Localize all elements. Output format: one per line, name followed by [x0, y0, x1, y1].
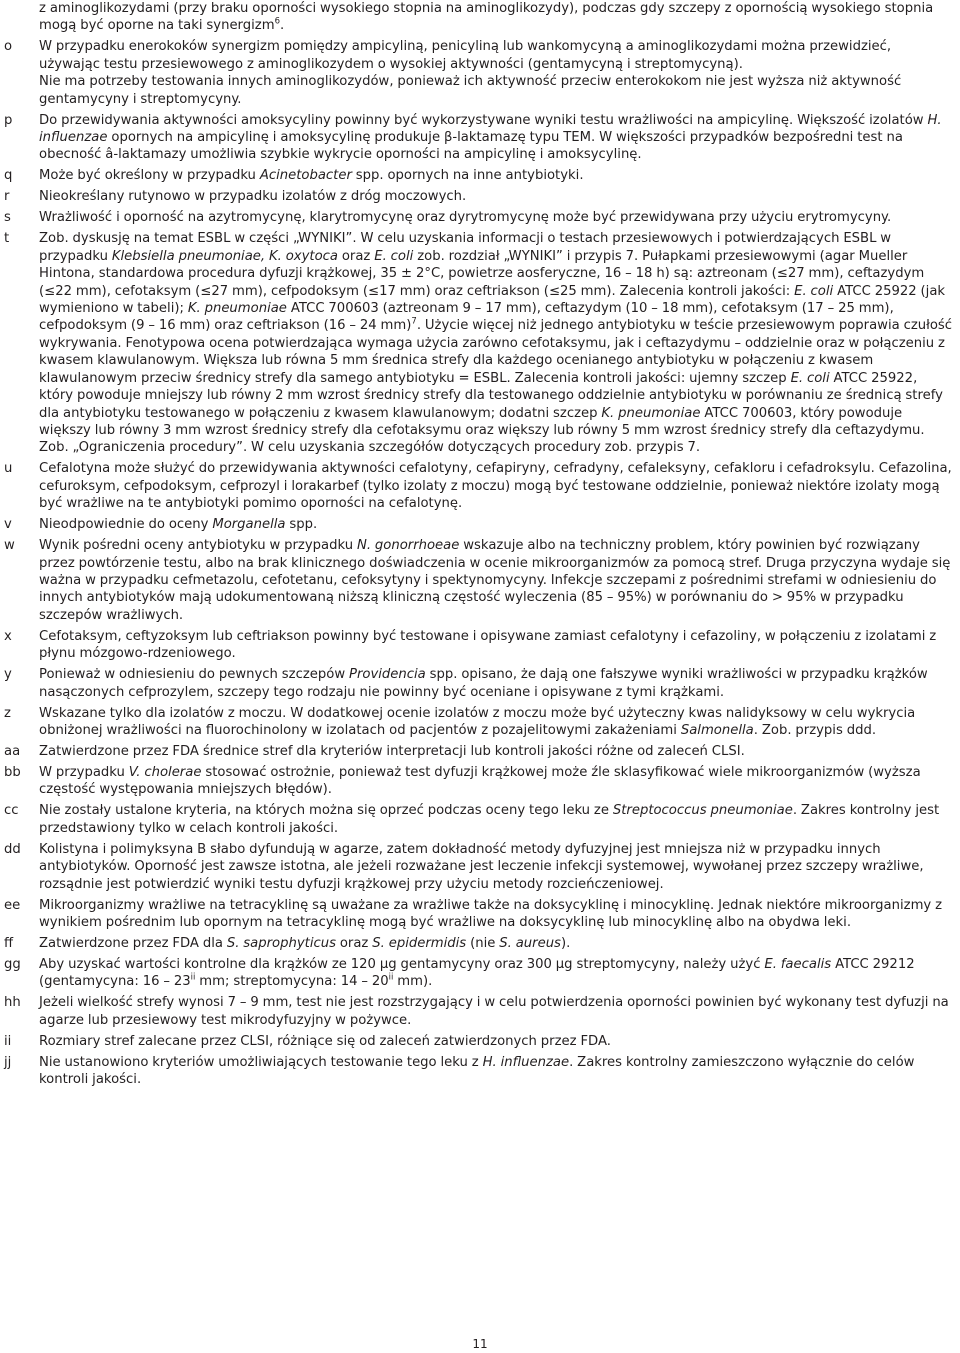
italic-term: H. influenzae	[482, 1054, 570, 1070]
footnote-item	[4, 705, 954, 740]
text-run: Zob. dyskusję na temat ESBL w części „WYNIKI”. W celu uzyskania informacji o testach przesiewowych i potwierdzających ESBL w przypadku	[39, 231, 892, 264]
text-run: Nieokreślany rutynowo w przypadku izolatów z dróg moczowych.	[39, 189, 467, 205]
footnote-item	[4, 897, 954, 932]
footnote-marker: w	[4, 538, 15, 554]
footnote-marker: y	[4, 667, 12, 683]
italic-term: S. aureus	[499, 936, 561, 951]
footnote-text	[39, 167, 954, 184]
text-run: mm; streptomycyna: 14 – 20	[195, 974, 389, 990]
footnote-marker: dd	[4, 841, 21, 857]
text-run: . Zob. przypis ddd.	[753, 722, 877, 738]
italic-term: Klebsiella pneumoniae, K. oxytoca	[111, 248, 338, 264]
italic-term: E. coli	[790, 370, 830, 386]
text-run: Do przewidywania aktywności amoksycyliny powinny być wykorzystywane wyniki testu wrażliwości na ampicylinę. Większość izolatów	[39, 112, 928, 128]
italic-term: K. pneumoniae	[187, 301, 287, 317]
footnote-text	[39, 188, 954, 205]
footnote-paragraph	[39, 537, 954, 624]
footnote-paragraph	[39, 764, 954, 799]
footnote-item	[4, 764, 954, 799]
footnote-paragraph	[39, 188, 954, 205]
footnote-paragraph	[39, 935, 954, 952]
footnote-item	[4, 628, 954, 663]
text-run: W przypadku	[39, 764, 129, 780]
text-run: .	[279, 18, 285, 34]
text-run: oraz	[337, 248, 375, 264]
footnote-marker: s	[4, 210, 11, 226]
footnote-paragraph	[39, 38, 954, 73]
footnote-marker: u	[4, 461, 13, 477]
footnote-item	[4, 956, 954, 991]
text-run: Wrażliwość i oporność na azytromycynę, klarytromycynę oraz dyrytromycynę może być przewidywana przy użyciu erytromycyny.	[39, 210, 892, 226]
footnote-marker: v	[4, 517, 12, 533]
footnote-item	[4, 666, 954, 701]
footnote-text	[39, 112, 954, 164]
footnote-marker: o	[4, 39, 13, 55]
text-run: zob. rozdział „WYNIKI” i przypis 7. Pułapkami przesiewowymi (agar Mueller Hintona, standardowa procedura dyfuzji krążkowej, 35 ± 2°C, powietrze aosferyczne, 16 – 18 h) są: aztreonam (≤27 mm), ceftazydym (≤22 mm), cefotaksym (≤27 mm), cefpodoksym (≤17 mm) oraz ceftriakson (≤25 mm). Zalecenia kontroli jakości:	[39, 248, 925, 299]
text-run: . Użycie więcej niż jednego antybiotyku w teście przesiewowym poprawia czułość wykrywania. Fenotypowa ocena potwierdzająca wymaga użycia zarówno cefotaksymu, jak i ceftazydymu – oddzielnie oraz w połączeniu z kwasem klawulanowym. Większa lub równa 5 mm średnica strefy dla każdego ocenianego antybiotyku w połączeniu z kwasem klawulanowym przeciw średnicy strefy dla samego antybiotyku = ESBL. Zalecenia kontroli jakości: ujemny szczep	[39, 318, 953, 386]
footnote-text	[39, 743, 954, 760]
footnote-paragraph	[39, 460, 954, 512]
italic-term: Streptococcus pneumoniae	[612, 803, 793, 819]
footnote-paragraph	[39, 841, 954, 893]
page-number: 11	[472, 1337, 488, 1351]
text-run: Nie ustanowiono kryteriów umożliwiających testowanie tego leku z	[39, 1054, 483, 1070]
text-run: . Zakres kontrolny jest przedstawiony tylko w celach kontroli jakości.	[39, 803, 940, 836]
footnote-list	[4, 0, 954, 1092]
italic-term: N. gonorrhoeae	[356, 538, 460, 554]
footnote-text	[39, 628, 954, 663]
footnote-text	[39, 460, 954, 512]
text-run: Wskazane tylko dla izolatów z moczu. W dodatkowej ocenie izolatów z moczu może być użyteczny kwas nalidyksowy w celu wykrycia obniżonej wrażliwości na fluorochinolony w izolatach od pacjentów z pozajelitowymi zakażeniami	[39, 705, 916, 738]
footnote-marker: r	[4, 189, 10, 205]
italic-term: H. influenzae	[39, 112, 942, 146]
footnote-item	[4, 1054, 954, 1089]
footnote-item	[4, 516, 954, 533]
footnote-paragraph	[39, 516, 954, 533]
italic-term: V. cholerae	[128, 764, 202, 780]
footnote-paragraph	[39, 0, 954, 35]
footnote-paragraph	[39, 167, 954, 184]
footnote-text	[39, 209, 954, 226]
footnote-paragraph	[39, 628, 954, 663]
footnote-marker: q	[4, 168, 13, 184]
footnote-item	[4, 841, 954, 893]
italic-term: Salmonella	[680, 722, 754, 738]
footnote-text	[39, 956, 954, 991]
footnote-item	[4, 802, 954, 837]
text-run: Zatwierdzone przez FDA średnice stref dla kryteriów interpretacji lub kontroli jakości różne od zaleceń CLSI.	[39, 743, 745, 759]
footnote-item	[4, 994, 954, 1029]
footnote-marker: ii	[4, 1033, 12, 1049]
footnote-text	[39, 38, 954, 108]
italic-term: Providencia	[349, 667, 426, 683]
text-run: Nieodpowiednie do oceny	[39, 517, 213, 533]
text-run: W przypadku enerokoków synergizm pomiędzy ampicyliną, penicyliną lub wankomycyną a aminoglikozydami można przewidzieć, używając testu przesiewowego z aminoglikozydem o wysokiej aktywności (gentamycyną i streptomycyną).	[39, 39, 892, 72]
footnote-text	[39, 802, 954, 837]
text-run: oraz	[335, 936, 373, 951]
footnote-paragraph	[39, 1054, 954, 1089]
footnote-paragraph	[39, 73, 954, 108]
footnote-item	[4, 743, 954, 760]
footnote-item	[4, 209, 954, 226]
text-run: Cefotaksym, ceftyzoksym lub ceftriakson powinny być testowane i opisywane zamiast cefalotyny i cefazoliny, w połączeniu z izolatami z płynu mózgowo-rdzeniowego.	[39, 628, 937, 662]
footnote-text	[39, 1033, 954, 1050]
text-run: . Zakres kontrolny zamieszczono wyłącznie do celów kontroli jakości.	[39, 1054, 915, 1088]
footnote-marker: x	[4, 628, 12, 644]
footnote-text	[39, 897, 954, 932]
text-run: z aminoglikozydami (przy braku oporności wysokiego stopnia na aminoglikozydy), podczas gdy szczepy z opornością wysokiego stopnia mogą być oporne na taki synergizm	[39, 1, 934, 34]
text-run: ATCC 700603, który powoduje większy lub równy 3 mm wzrost średnicy strefy dla cefotaksymu oraz większy lub równy 5 mm wzrost średnicy strefy dla ceftazydymu. Zob. „Ograniczenia procedury”. W celu uzyskania szczegółów dotyczących procedury zob. przypis 7.	[39, 405, 925, 456]
footnote-reference: ii	[388, 973, 394, 984]
text-run: Cefalotyna może służyć do przewidywania aktywności cefalotyny, cefapiryny, cefradyny, cefaleksyny, cefakloru i cefadroksylu. Cefazolina, cefuroksym, cefpodoksym, cefprozyl i lorakarbef (tylko izolaty z moczu) mogą być testowane oddzielnie, ponieważ niektóre izolaty mogą być wrażliwe na te antybiotyki pomimo oporności na cefalotynę.	[39, 461, 952, 512]
footnote-paragraph	[39, 209, 954, 226]
footnote-item	[4, 230, 954, 456]
footnote-paragraph	[39, 743, 954, 760]
italic-term: Acinetobacter	[259, 168, 352, 184]
text-run: (nie	[466, 936, 500, 951]
footnote-text	[39, 935, 954, 952]
text-run: Zatwierdzone przez FDA dla	[39, 936, 227, 951]
footnote-text	[39, 841, 954, 893]
footnote-marker: hh	[4, 995, 21, 1011]
text-run: ATCC 700603 (aztreonam 9 – 17 mm), ceftazydym (10 – 18 mm), cefotaksym (17 – 25 mm), cefpodoksym (9 – 16 mm) oraz ceftriakson (16 – 24 mm)	[39, 301, 894, 334]
footnote-marker: p	[4, 112, 13, 128]
footnote-paragraph	[39, 112, 954, 164]
text-run: opornych na ampicylinę i amoksycylinę produkuje β-laktamazę typu TEM. W większości przypadków bezpośredni test na obecność â-laktamazy umożliwia szybkie wykrycie oporności na ampicylinę i amoksycylinę.	[39, 130, 903, 163]
italic-term: Morganella	[212, 517, 286, 533]
footnote-item	[4, 537, 954, 624]
footnote-paragraph	[39, 1033, 954, 1050]
text-run: ATCC 25922 (jak wymieniono w tabeli);	[39, 283, 946, 317]
italic-term: E. coli	[374, 248, 414, 264]
footnote-marker: jj	[4, 1054, 12, 1070]
italic-term: K. pneumoniae	[601, 405, 701, 421]
text-run: Ponieważ w odniesieniu do pewnych szczepów	[39, 667, 349, 683]
footnote-paragraph	[39, 230, 954, 456]
footnote-reference: ii	[190, 973, 196, 984]
text-run: spp. opornych na inne antybiotyki.	[351, 168, 584, 184]
footnote-marker: bb	[4, 764, 21, 780]
italic-term: S. saprophyticus	[226, 936, 336, 951]
footnote-marker: t	[4, 231, 10, 247]
text-run: Jeżeli wielkość strefy wynosi 7 – 9 mm, test nie jest rozstrzygający i w celu potwierdzenia oporności powinien być wykonany test dyfuzji na agarze lub przesiewowy test mikrodyfuzyjny w pożywce.	[39, 995, 949, 1028]
footnote-paragraph	[39, 994, 954, 1029]
footnote-item	[4, 38, 954, 108]
footnote-marker: ff	[4, 936, 14, 951]
text-run: Nie ma potrzeby testowania innych aminoglikozydów, ponieważ ich aktywność przeciw enterokokom nie jest wyższa niż aktywność gentamycyny i streptomycyny.	[39, 74, 902, 107]
footnote-text	[39, 994, 954, 1029]
footnote-text	[39, 516, 954, 533]
text-run: Nie zostały ustalone kryteria, na których można się oprzeć podczas oceny tego leku ze	[39, 803, 613, 819]
footnote-item	[4, 112, 954, 164]
text-run: wskazuje albo na techniczny problem, który powinien być rozwiązany przez powtórzenie testu, albo na brak klinicznego doświadczenia w ocenie mikroorganizmów za pomocą stref. Druga przyczyna wydaje się ważna w przypadku cefmetazolu, cefotetanu, cefoksytyny i spektynomycyny. Infekcje szczepami z pośrednimi strefami w odniesieniu do innych antybiotyków mają udokumentowaną niższą kliniczną częstość wyleczenia (85 – 95%) w porównaniu do > 95% w przypadku szczepów wrażliwych.	[39, 538, 951, 623]
footnote-paragraph	[39, 802, 954, 837]
footnote-marker: gg	[4, 957, 21, 972]
footnote-text	[39, 537, 954, 624]
footnote-text	[39, 1054, 954, 1089]
footnote-marker: z	[4, 705, 11, 721]
text-run: Wynik pośredni oceny antybiotyku w przypadku	[39, 538, 357, 554]
footnote-paragraph	[39, 666, 954, 701]
text-run: Aby uzyskać wartości kontrolne dla krążków ze 120 µg gentamycyny oraz 300 µg streptomycyny, należy użyć	[39, 957, 765, 972]
footnote-paragraph	[39, 897, 954, 932]
footnote-reference: 7	[411, 317, 417, 328]
footnote-marker: cc	[4, 803, 19, 819]
footnote-text	[39, 230, 954, 456]
footnote-item	[4, 1033, 954, 1050]
italic-term: E. coli	[794, 283, 834, 299]
footnote-marker: ee	[4, 897, 21, 913]
text-run: Może być określony w przypadku	[39, 168, 260, 184]
text-run: ATCC 25922, który powoduje mniejszy lub równy 2 mm wzrost średnicy strefy dla testowanego oddzielnie antybiotyku w porównaniu ze średnicą strefy dla antybiotyku testowanego w połączeniu z kwasem klawulanowym; dodatni szczep	[39, 370, 943, 421]
footnote-item	[4, 167, 954, 184]
footnote-item	[4, 460, 954, 512]
text-run: Mikroorganizmy wrażliwe na tetracyklinę są uważane za wrażliwe także na doksycyklinę i minocyklinę. Jednak niektóre mikroorganizmy z wynikiem pośrednim lub opornym na tetracyklinę mogą być wrażliwe na doksycyklinę lub minocyklinę albo na obydwa leki.	[39, 897, 943, 930]
footnote-text	[39, 666, 954, 701]
footnote-item	[4, 188, 954, 205]
text-run: ATCC 29212 (gentamycyna: 16 – 23	[39, 957, 915, 990]
text-run: mm).	[393, 974, 433, 990]
footnote-marker: aa	[4, 743, 21, 759]
footnote-reference: 6	[274, 17, 280, 28]
footnote-text	[39, 705, 954, 740]
italic-term: S. epidermidis	[372, 936, 467, 951]
text-run: Rozmiary stref zalecane przez CLSI, różniące się od zaleceń zatwierdzonych przez FDA.	[39, 1033, 611, 1049]
text-run: spp.	[285, 517, 318, 533]
italic-term: E. faecalis	[764, 957, 832, 972]
footnote-item	[4, 0, 954, 35]
footnote-text	[39, 0, 954, 35]
footnote-item	[4, 935, 954, 952]
text-run: spp. opisano, że dają one fałszywe wyniki wrażliwości w przypadku krążków nasączonych cefprozylem, szczepy tego rodzaju nie powinny być oceniane i opisywane z tymi krążkami.	[39, 667, 928, 700]
footnote-text	[39, 764, 954, 799]
text-run: Kolistyna i polimyksyna B słabo dyfundują w agarze, zatem dokładność metody dyfuzyjnej jest mniejsza niż w przypadku innych antybiotyków. Oporność jest zawsze istotna, ale jeżeli rozważane jest leczenie infekcji systemowej, wywołanej przez szczepy wrażliwe, rozsądnie jest potwierdzić wyniki testu dyfuzji krążkowej przy użyciu metody rozcieńczeniowej.	[39, 841, 924, 892]
footnote-paragraph	[39, 956, 954, 991]
footnote-paragraph	[39, 705, 954, 740]
text-run: stosować ostrożnie, ponieważ test dyfuzji krążkowej może źle sklasyfikować wiele mikroorganizmów (wyższa częstość występowania mniejszych błędów).	[39, 764, 921, 798]
text-run: ).	[560, 936, 571, 951]
